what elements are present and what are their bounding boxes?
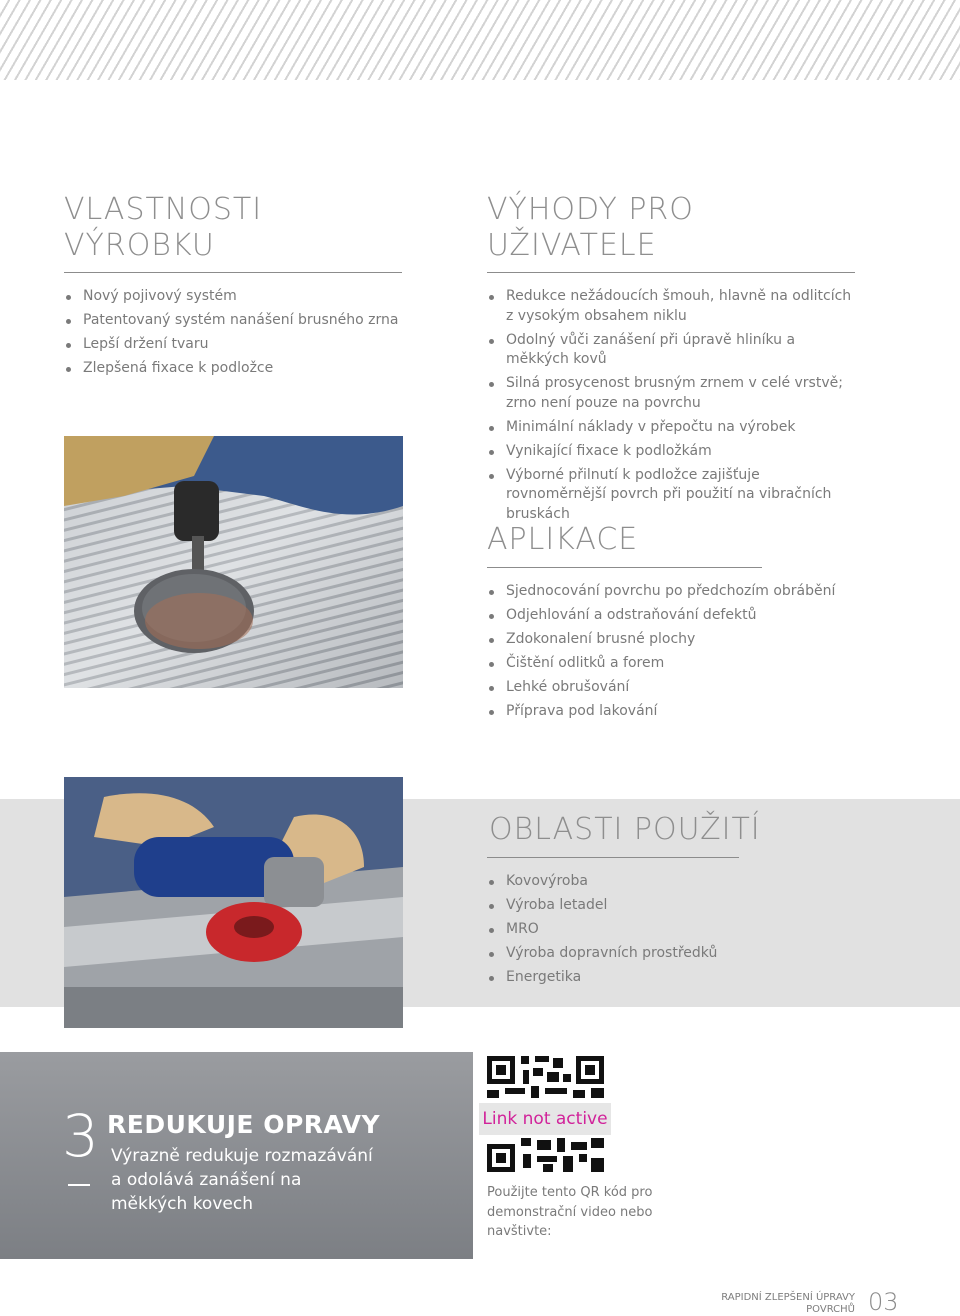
- feature-text: Výrazně redukuje rozmazávání a odolává zanášení na měkkých kovech: [111, 1146, 373, 1214]
- photo-angle-grinder-graphic: [64, 777, 403, 1028]
- qr-caption: Použijte tento QR kód pro demonstrační video nebo navštivte:: [487, 1185, 653, 1239]
- vyhody-list: [487, 287, 855, 529]
- qr-code-top-graphic: [487, 1056, 604, 1098]
- feature-number-dash: [68, 1184, 90, 1186]
- footer-title-line1: RAPIDNÍ ZLEPŠENÍ ÚPRAVY: [721, 1292, 855, 1303]
- list-item: Energetika: [487, 968, 855, 988]
- list-item: Výroba dopravních prostředků: [487, 944, 855, 964]
- aplikace-rule: [487, 567, 762, 568]
- photo-sanding-disc-graphic: [64, 436, 403, 688]
- aplikace-list: [487, 582, 855, 726]
- list-item: Lehké obrušování: [487, 678, 855, 698]
- aplikace-heading: APLIKACE: [487, 522, 639, 557]
- footer-title-line2: POVRCHŮ: [806, 1304, 855, 1315]
- list-item: Sjednocování povrchu po předchozím obrábění: [487, 582, 855, 602]
- list-item: Kovovýroba: [487, 872, 855, 892]
- list-item: Redukce nežádoucích šmouh, hlavně na odlitcích z vysokým obsahem niklu: [487, 287, 855, 326]
- header-hatch-pattern: [0, 0, 960, 80]
- vlastnosti-heading: VLASTNOSTI VÝROBKU: [64, 192, 263, 263]
- list-item: Nový pojivový systém: [64, 287, 409, 307]
- feature-box: [0, 1052, 473, 1259]
- list-item: Silná prosycenost brusným zrnem v celé vrstvě; zrno není pouze na povrchu: [487, 374, 855, 413]
- vyhody-heading: VÝHODY PRO UŽIVATELE: [487, 192, 694, 263]
- list-item: MRO: [487, 920, 855, 940]
- list-item: Odolný vůči zanášení při úpravě hliníku a měkkých kovů: [487, 331, 855, 370]
- list-item: Výborné přilnutí k podložce zajišťuje rovnoměrnější povrch při použití na vibračních bruskách: [487, 466, 855, 525]
- list-item: Zdokonalení brusné plochy: [487, 630, 855, 650]
- list-item: Výroba letadel: [487, 896, 855, 916]
- oblasti-list: [487, 872, 855, 992]
- list-item: Odjehlování a odstraňování defektů: [487, 606, 855, 626]
- list-item: Příprava pod lakování: [487, 702, 855, 722]
- page-number: 03: [868, 1288, 899, 1316]
- list-item: Lepší držení tvaru: [64, 335, 409, 355]
- list-item: Patentovaný systém nanášení brusného zrna: [64, 311, 409, 331]
- vyhody-rule: [487, 272, 855, 273]
- oblasti-rule: [487, 857, 739, 858]
- photo-angle-grinder: [64, 777, 403, 1028]
- oblasti-heading: OBLASTI POUŽITÍ: [489, 812, 761, 847]
- photo-sanding-disc: [64, 436, 403, 688]
- vlastnosti-rule: [64, 272, 402, 273]
- list-item: Čištění odlitků a forem: [487, 654, 855, 674]
- qr-link-label[interactable]: Link not active: [479, 1103, 611, 1135]
- list-item: Minimální náklady v přepočtu na výrobek: [487, 418, 855, 438]
- vlastnosti-list: [64, 287, 409, 383]
- qr-code-top: [487, 1056, 604, 1098]
- list-item: Zlepšená fixace k podložce: [64, 359, 409, 379]
- feature-number: 3: [62, 1102, 99, 1170]
- feature-title: REDUKUJE OPRAVY: [107, 1110, 381, 1139]
- qr-code-bottom: [487, 1138, 604, 1172]
- footer-title: [690, 1292, 855, 1316]
- qr-code-bottom-graphic: [487, 1138, 604, 1172]
- list-item: Vynikající fixace k podložkám: [487, 442, 855, 462]
